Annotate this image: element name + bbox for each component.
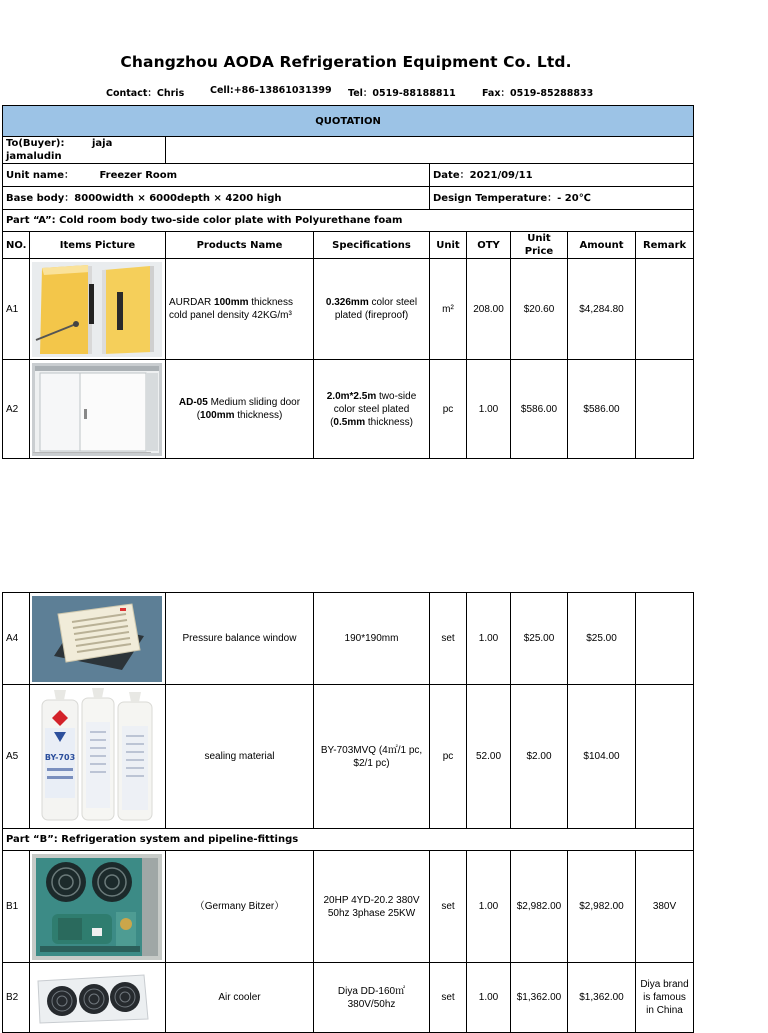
specification: 190*190mm — [314, 593, 430, 685]
sealant-brand-label: BY-703 — [44, 752, 76, 762]
col-spec: Specifications — [314, 232, 430, 259]
quotation-table-bottom — [2, 592, 694, 1033]
product-name: sealing material — [166, 685, 314, 829]
contact-cell: Cell:+86-13861031399 — [210, 85, 332, 96]
remark — [636, 685, 694, 829]
qty: 1.00 — [467, 851, 511, 963]
quotation-title: QUOTATION — [3, 106, 694, 137]
unit: pc — [430, 685, 467, 829]
contact-fax: Fax：0519-85288833 — [482, 88, 594, 99]
product-name: AURDAR 100mm thickness cold panel density 42KG/m³ — [166, 259, 314, 360]
remark: Diya brand is famous in China — [636, 963, 694, 1033]
base-body-cell: Base body：8000width × 6000depth × 4200 high — [3, 187, 430, 210]
amount: $25.00 — [568, 593, 636, 685]
unit-name-cell — [3, 164, 430, 187]
amount: $2,982.00 — [568, 851, 636, 963]
unit-price: $586.00 — [511, 360, 568, 459]
buyer-name: jaja jamaludin — [6, 138, 113, 162]
col-picture: Items Picture — [30, 232, 166, 259]
unit-price: $2.00 — [511, 685, 568, 829]
qty: 208.00 — [467, 259, 511, 360]
amount: $1,362.00 — [568, 963, 636, 1033]
unit-name-label: Unit name： — [6, 169, 74, 181]
unit: set — [430, 593, 467, 685]
col-product: Products Name — [166, 232, 314, 259]
company-name: Changzhou AODA Refrigeration Equipment Co. Ltd. — [120, 53, 572, 71]
product-name: （Germany Bitzer） — [166, 851, 314, 963]
qty: 1.00 — [467, 963, 511, 1033]
buyer-label: To(Buyer): — [6, 138, 65, 149]
qty: 1.00 — [467, 360, 511, 459]
contact-person: Contact：Chris — [106, 88, 185, 99]
product-name: Pressure balance window — [166, 593, 314, 685]
design-temp-cell: Design Temperature：- 20℃ — [430, 187, 694, 210]
amount: $586.00 — [568, 360, 636, 459]
air-cooler-photo — [30, 963, 166, 1033]
col-unit: Unit — [430, 232, 467, 259]
unit: m² — [430, 259, 467, 360]
unit-name-value: Freezer Room — [99, 169, 178, 181]
qty: 52.00 — [467, 685, 511, 829]
unit-price: $2,982.00 — [511, 851, 568, 963]
specification: Diya DD-160㎡ 380V/50hz — [314, 963, 430, 1033]
remark — [636, 593, 694, 685]
pressure-window-photo — [30, 593, 166, 685]
contact-tel: Tel：0519-88188811 — [348, 88, 456, 99]
unit: set — [430, 851, 467, 963]
col-amount: Amount — [568, 232, 636, 259]
buyer-blank — [166, 137, 694, 164]
remark — [636, 360, 694, 459]
date-cell: Date：2021/09/11 — [430, 164, 694, 187]
col-remark: Remark — [636, 232, 694, 259]
sealant-tubes-photo — [30, 685, 166, 829]
part-b-heading: Part “B”: Refrigeration system and pipeline-fittings — [3, 829, 694, 851]
cold-panel-photo — [30, 259, 166, 360]
part-a-heading: Part “A”: Cold room body two-side color plate with Polyurethane foam — [3, 210, 694, 232]
column-header-row — [3, 232, 694, 259]
remark: 380V — [636, 851, 694, 963]
unit-price: $25.00 — [511, 593, 568, 685]
specification: BY-703MVQ (4㎡/1 pc, $2/1 pc) — [314, 685, 430, 829]
unit-price: $1,362.00 — [511, 963, 568, 1033]
table-row — [3, 259, 694, 360]
table-row — [3, 360, 694, 459]
table-row — [3, 851, 694, 963]
remark — [636, 259, 694, 360]
specification: 20HP 4YD-20.2 380V 50hz 3phase 25KW — [314, 851, 430, 963]
amount: $104.00 — [568, 685, 636, 829]
row-no: B2 — [3, 963, 30, 1033]
row-no: A4 — [3, 593, 30, 685]
quotation-table-top — [2, 105, 694, 459]
product-name: Air cooler — [166, 963, 314, 1033]
table-row — [3, 963, 694, 1033]
col-no: NO. — [3, 232, 30, 259]
row-no: B1 — [3, 851, 30, 963]
row-no: A2 — [3, 360, 30, 459]
row-no: A5 — [3, 685, 30, 829]
col-qty: OTY — [467, 232, 511, 259]
specification: 0.326mm color steel plated (fireproof) — [314, 259, 430, 360]
table-row — [3, 685, 694, 829]
qty: 1.00 — [467, 593, 511, 685]
unit: pc — [430, 360, 467, 459]
buyer-label-cell — [3, 137, 166, 164]
amount: $4,284.80 — [568, 259, 636, 360]
specification: 2.0m*2.5m two-side color steel plated (0.5mm thickness) — [314, 360, 430, 459]
sliding-door-photo — [30, 360, 166, 459]
image-edge-line — [33, 452, 151, 453]
row-no: A1 — [3, 259, 30, 360]
unit: set — [430, 963, 467, 1033]
unit-price: $20.60 — [511, 259, 568, 360]
condensing-unit-photo — [30, 851, 166, 963]
table-row — [3, 593, 694, 685]
product-name: AD-05 Medium sliding door (100mm thickness) — [166, 360, 314, 459]
col-unit-price: Unit Price — [511, 232, 568, 259]
